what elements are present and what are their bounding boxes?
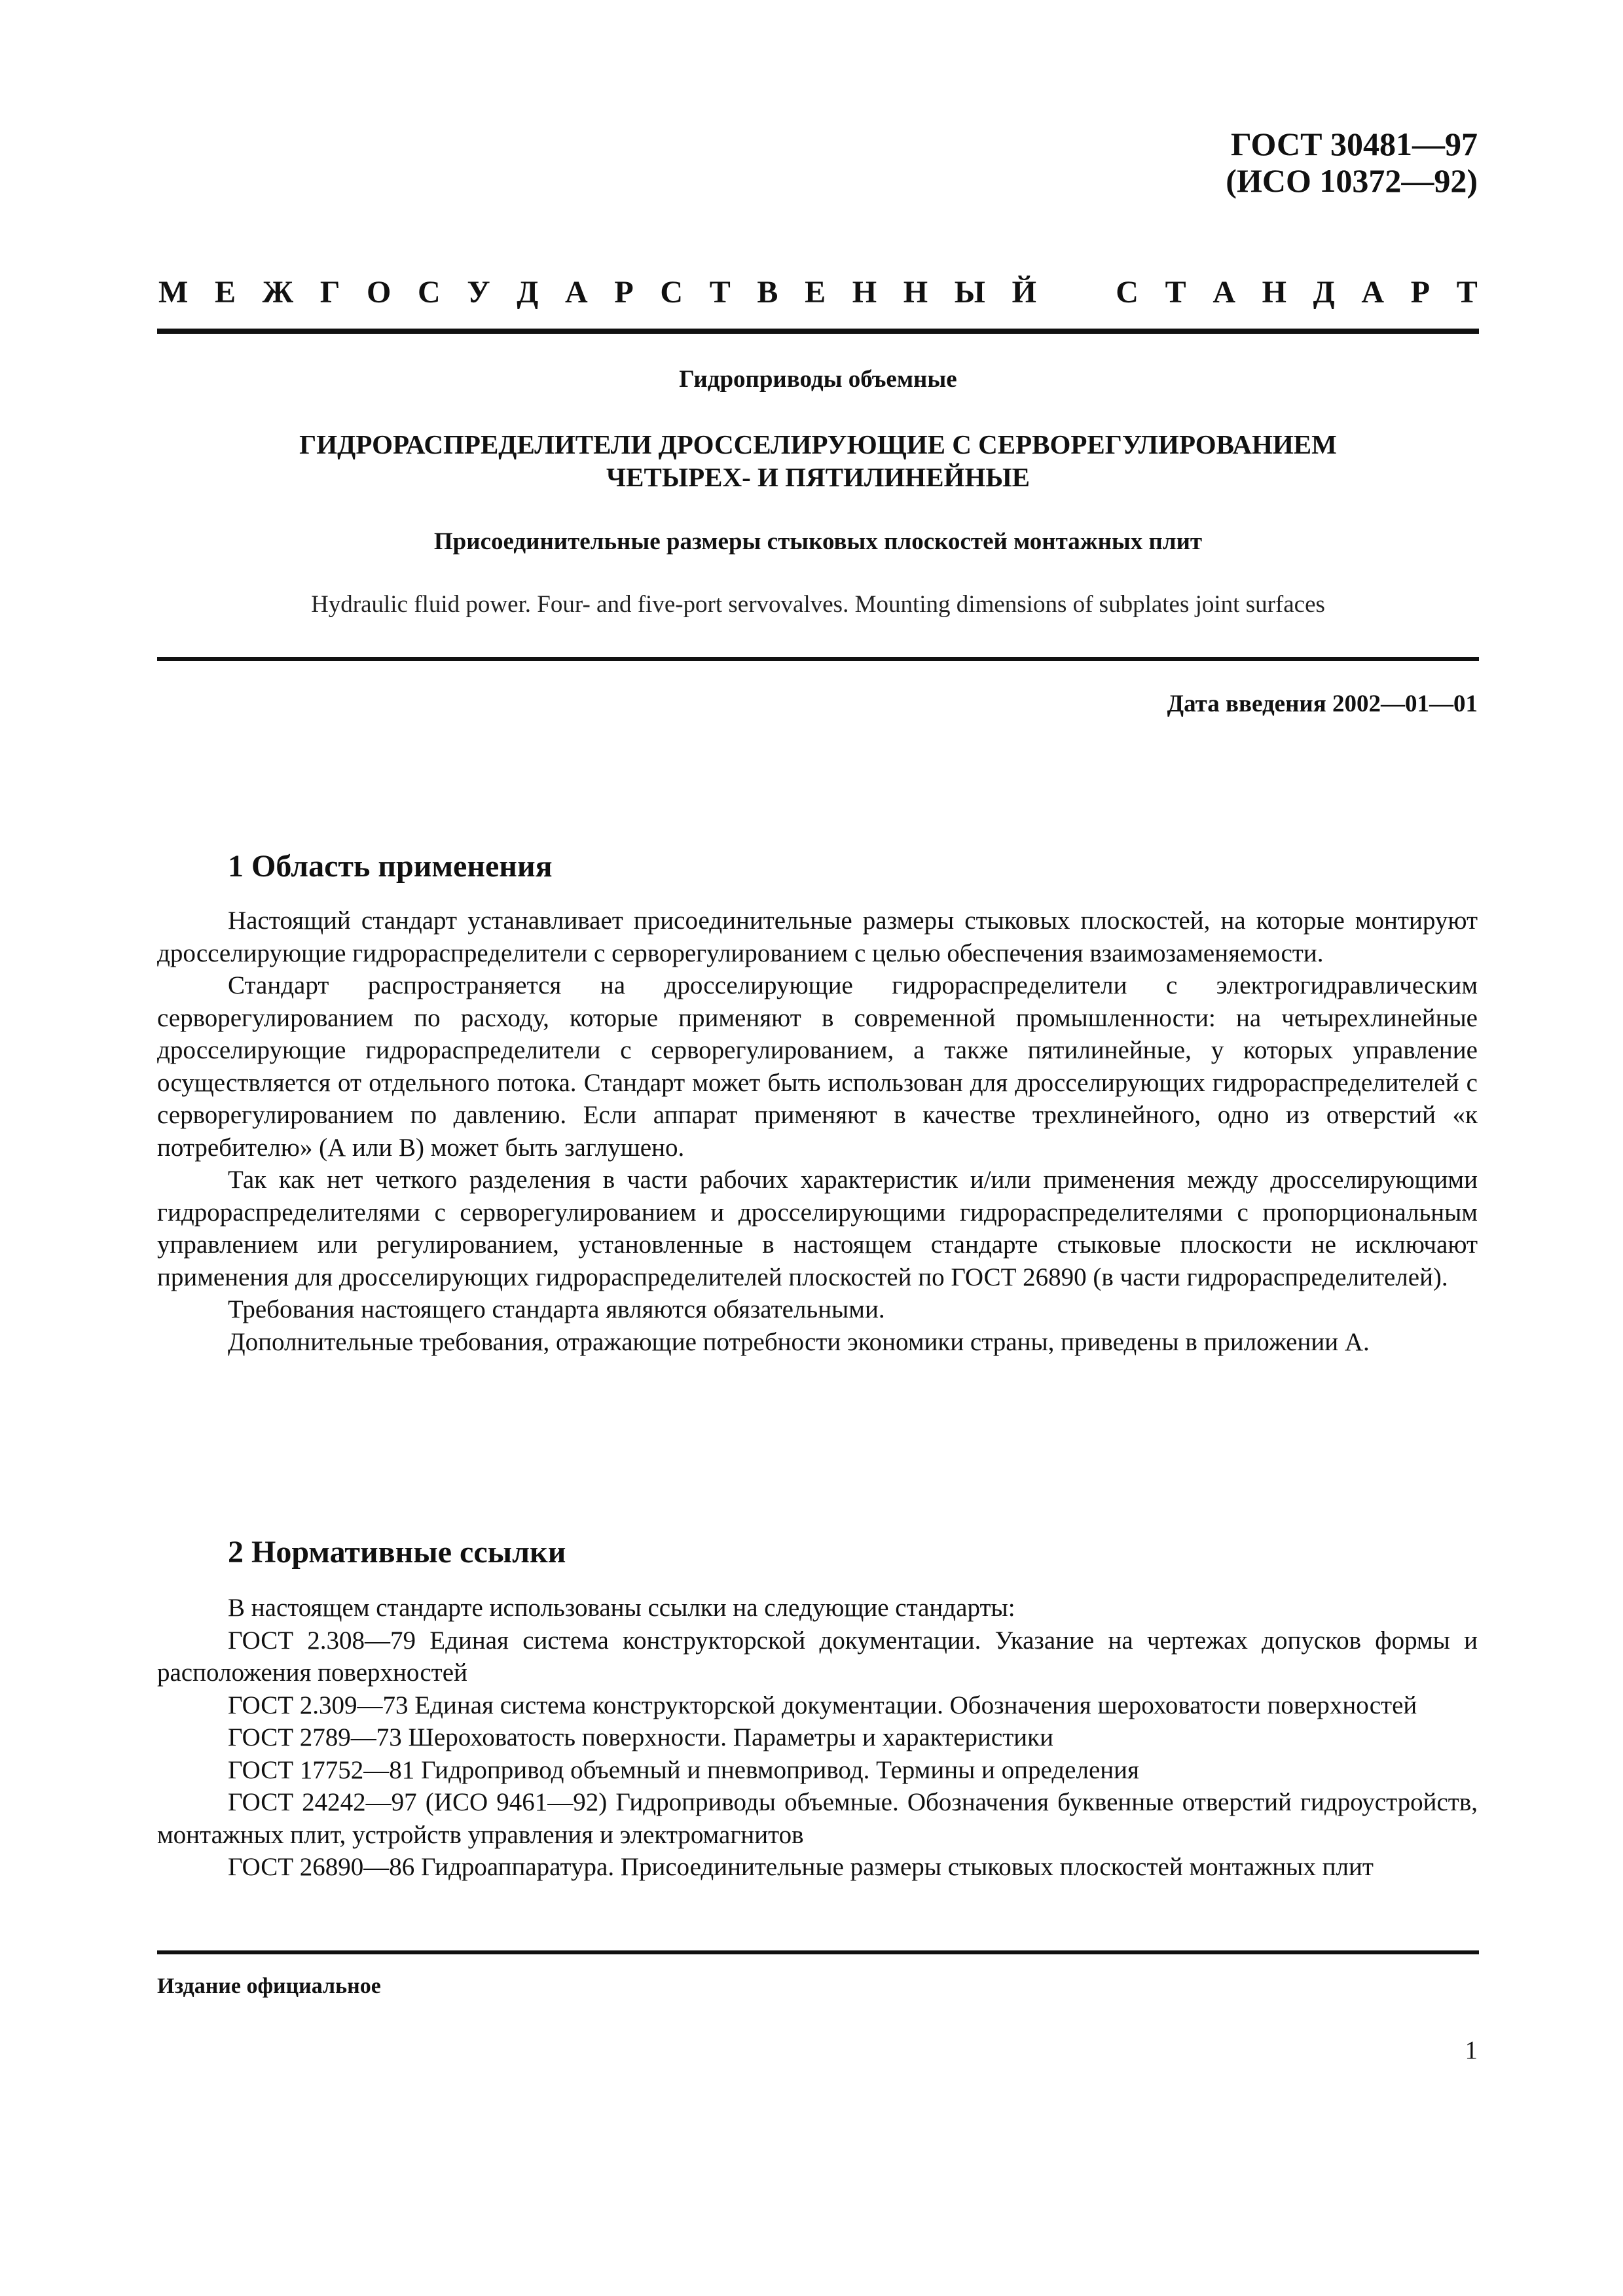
banner-letter: С: [660, 274, 684, 310]
banner-letter: М: [158, 274, 189, 310]
paragraph: В настоящем стандарте использованы ссылки на следующие стандарты:: [228, 1594, 1015, 1622]
reference-item: ГОСТ 2789—73 Шероховатость поверхности. Параметры и характеристики: [228, 1723, 1053, 1751]
section-1-heading: 1 Область применения: [228, 849, 553, 884]
main-title-line: ГИДРОРАСПРЕДЕЛИТЕЛИ ДРОССЕЛИРУЮЩИЕ С СЕРВОРЕГУЛИРОВАНИЕМ: [299, 429, 1337, 459]
reference-item: ГОСТ 24242—97 (ИСО 9461—92) Гидроприводы объемные. Обозначения буквенные отверстий гидроустройств, монтажных плит, устройств управления и электромагнитов: [157, 1788, 1478, 1849]
banner-letter: Р: [1410, 274, 1431, 310]
paragraph: Дополнительные требования, отражающие потребности экономики страны, приведены в приложении А.: [228, 1327, 1370, 1356]
iso-number: (ИСО 10372—92): [1226, 162, 1478, 199]
banner-letter: А: [565, 274, 588, 310]
group-title: Гидроприводы объемные: [679, 366, 957, 393]
banner-letter: Р: [614, 274, 634, 310]
banner-letter: Т: [709, 274, 731, 310]
banner-letter: А: [1361, 274, 1385, 310]
banner-letter: Н: [903, 274, 928, 310]
banner-letter: А: [1213, 274, 1235, 310]
paragraph: Так как нет четкого разделения в части рабочих характеристик и/или применения между дросселирующими гидрораспределителями с серворегулированием и дросселирующими гидрораспределителями с пропорциональным управлением или регулированием, установленные в настоящем стандарте стыковые плоскости не исключают применения для дросселирующих гидрораспределителей плоскостей по ГОСТ 26890 (в части гидрораспределителей).: [157, 1166, 1478, 1291]
reference-item: ГОСТ 17752—81 Гидропривод объемный и пневмопривод. Термины и определения: [228, 1755, 1139, 1784]
section-2-body: [157, 1592, 1478, 1884]
gost-number: ГОСТ 30481—97: [1230, 126, 1478, 162]
paragraph: Настоящий стандарт устанавливает присоединительные размеры стыковых плоскостей, на которые монтируют дросселирующие гидрораспределители с серворегулированием с целью обеспечения взаимозаменяемости.: [157, 906, 1478, 967]
banner-letter: Ж: [262, 274, 294, 310]
banner-letter: Н: [852, 274, 877, 310]
footer-divider: [157, 1950, 1479, 1954]
banner-letter: Ы: [954, 274, 985, 310]
document-number-block: [1226, 126, 1478, 199]
english-title: Hydraulic fluid power. Four- and five-port servovalves. Mounting dimensions of subplates joint surfaces: [311, 591, 1325, 618]
paragraph: Стандарт распространяется на дросселирующие гидрораспределители с электрогидравлическим серворегулированием по расходу, которые применяют в современной промышленности: на четырехлинейные дросселирующие гидрораспределители с серворегулированием, а также пятилинейные, у которых управление осуществляется от отдельного потока. Стандарт может быть использован для дросселирующих гидрораспределителей с серворегулированием по давлению. Если аппарат применяют в качестве трехлинейного, одно из отверстий «к потребителю» (А или В) может быть заглушено.: [157, 971, 1478, 1162]
banner-letter: Е: [214, 274, 236, 310]
section-1-body: [157, 905, 1478, 1358]
banner-letter: Й: [1012, 274, 1036, 310]
main-title: [157, 428, 1479, 493]
introduction-date: Дата введения 2002—01—01: [1167, 691, 1478, 717]
banner-letter: С: [418, 274, 441, 310]
official-edition-label: Издание официальное: [157, 1974, 381, 1998]
page-number: 1: [1465, 2036, 1478, 2064]
paragraph: Требования настоящего стандарта являются обязательными.: [228, 1295, 885, 1323]
banner-letter: О: [367, 274, 392, 310]
banner-letter: Г: [319, 274, 340, 310]
sub-title: Присоединительные размеры стыковых плоскостей монтажных плит: [433, 528, 1203, 555]
banner-letter: У: [467, 274, 490, 310]
title-divider: [157, 657, 1479, 661]
banner-letter: Т: [1165, 274, 1186, 310]
banner-letter: С: [1116, 274, 1139, 310]
section-2-heading: 2 Нормативные ссылки: [228, 1535, 566, 1570]
banner-letter: Д: [1313, 274, 1335, 310]
reference-item: ГОСТ 2.308—79 Единая система конструкторской документации. Указание на чертежах допусков формы и расположения поверхностей: [157, 1626, 1478, 1687]
banner-divider: [157, 329, 1479, 334]
banner-letter: В: [757, 274, 778, 310]
main-title-line: ЧЕТЫРЕХ- И ПЯТИЛИНЕЙНЫЕ: [606, 462, 1030, 492]
banner-letter: Д: [517, 274, 539, 310]
banner-letter: Т: [1456, 274, 1478, 310]
reference-item: ГОСТ 26890—86 Гидроаппаратура. Присоединительные размеры стыковых плоскостей монтажных плит: [228, 1853, 1374, 1881]
reference-item: ГОСТ 2.309—73 Единая система конструкторской документации. Обозначения шероховатости поверхностей: [228, 1691, 1417, 1719]
banner-letter: Е: [805, 274, 826, 310]
banner-letter: Н: [1262, 274, 1286, 310]
interstate-standard-banner: [158, 268, 1478, 315]
